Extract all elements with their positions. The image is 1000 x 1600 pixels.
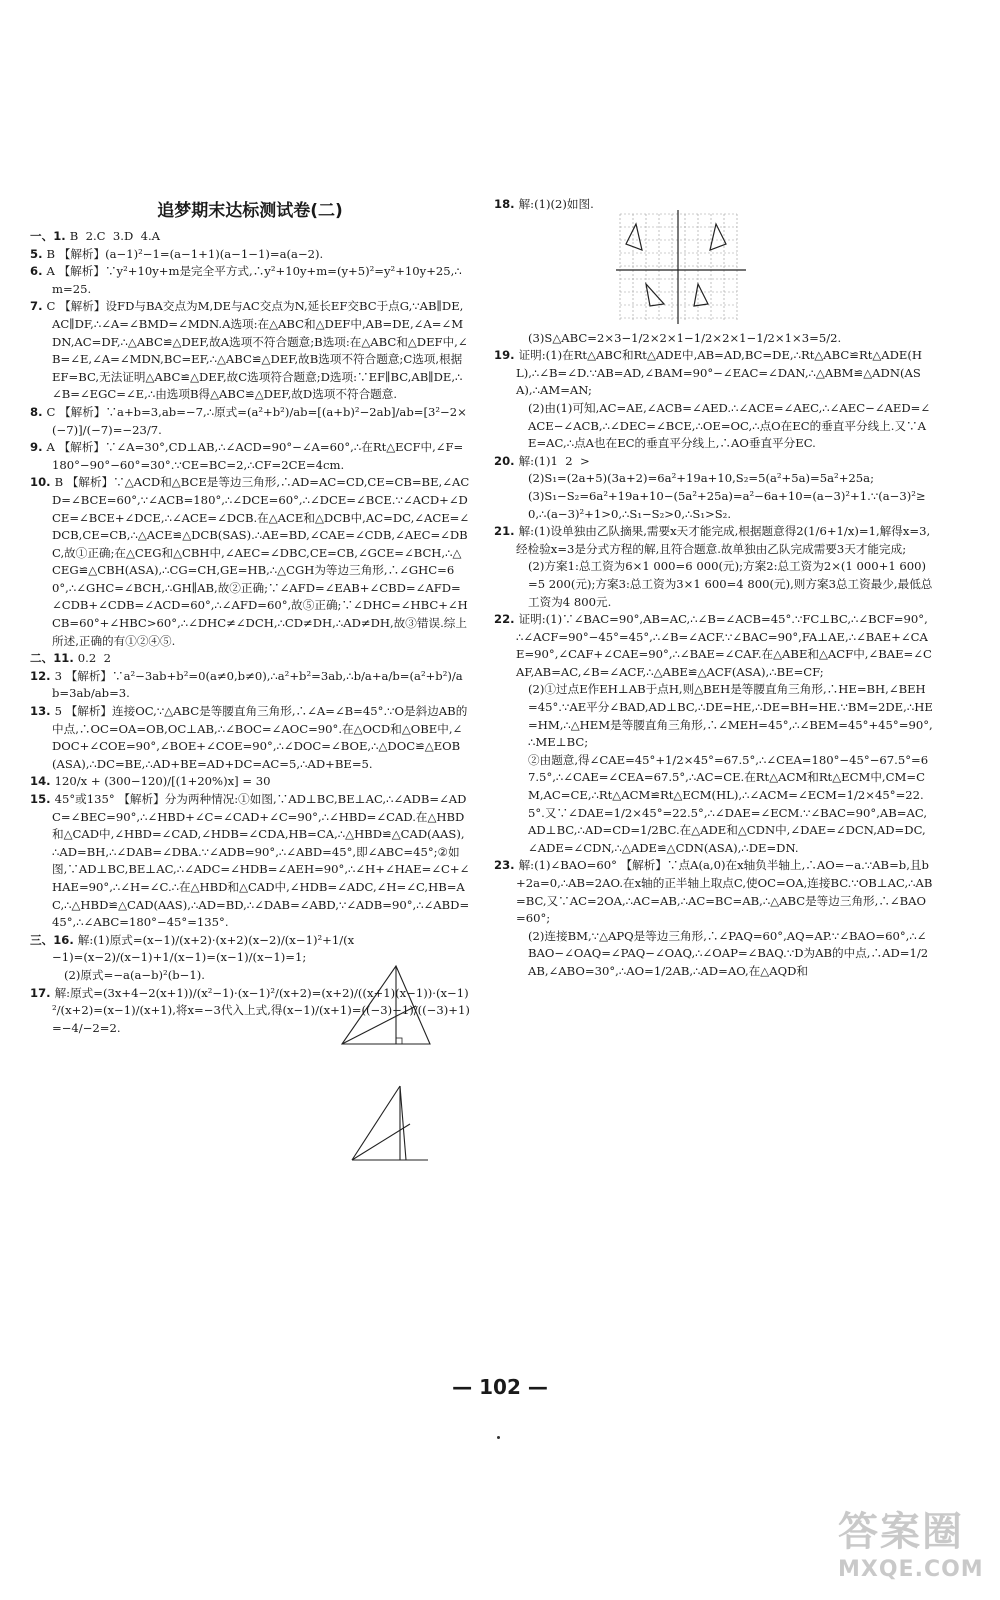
question-number: 19. — [494, 348, 519, 363]
question-number: 18. — [494, 197, 519, 211]
left-column-item — [30, 668, 470, 703]
watermark-text: 答案圈 — [838, 1509, 964, 1555]
answer-text: 证明:(1)∵∠BAC=90°,AB=AC,∴∠B=∠ACB=45°.∵FC⊥BC,∴∠BCF=90°,∴∠ACF=90°−45°=45°,∴∠B=∠ACF.∵∠BAC=90°,FA⊥AE,∴∠BAE+∠CAE=90°,∠CAF+∠CAE=90°,∴∠BAE=∠CAF.在△ABE和△ACF中,∠BAE=∠CAF,AB=AC,∠B=∠ACF,∴△ABE≌△ACF(ASA),∴BE=CF; — [516, 612, 932, 679]
right-column-item — [494, 681, 934, 751]
answer-text: C 【解析】设FD与BA交点为M,DE与AC交点为N,延长EF交BC于点G,∵AB∥DE,AC∥DF,∴∠A=∠BMD=∠MDN.A选项:在△ABC和△DEF中,AB=DE,∠A=∠MDN,AC=DF,∴△ABC≌△DEF,故A选项不符合题意;B选项:在△ABC和△DEF中,∠B=∠E,∠A=∠MDN,BC=EF,∴△ABC≌△DEF,故B选项不符合题意;C选项,根据EF=BC,无法证明△ABC≌△DEF,故C选项符合题意;D选项:∵EF∥BC,AB∥DE,∴∠B=∠EGC=∠E,∴由选项B得△ABC≌△DEF,故D选项不符合题意. — [46, 299, 468, 402]
question-number: 22. — [494, 612, 519, 627]
answer-text: ②由题意,得∠CAE=45°+1/2×45°=67.5°,∴∠CEA=180°−45°−67.5°=67.5°,∴∠CAE=∠CEA=67.5°,∴AC=CE.在Rt△ACM和Rt△ECM中,CM=CM,AC=CE,∴Rt△ACM≌Rt△ECM(HL),∴∠ACM=∠ECM=1/2×45°=22.5°.又∵∠DAE=1/2×45°=22.5°,∴∠DAE=∠ECM.∵∠BAC=90°,AB=AC,AD⊥BC,∴AD=CD=1/2BC.在△ADE和△CDN中,∠DAE=∠DCN,AD=DC,∠ADE=∠CDN,∴△ADE≌△CDN(ASA),∴DE=DN. — [528, 752, 929, 855]
answer-text: 解:(1)设单独由乙队摘果,需要x天才能完成,根据题意得2(1/6+1/x)=1,解得x=3,经检验x=3是分式方程的解,且符合题意.故单独由乙队完成需要3天才能完成; — [516, 524, 931, 556]
left-column-item — [30, 404, 470, 439]
question-number: 6. — [30, 264, 47, 279]
answer-text: (2)由(1)可知,AC=AE,∠ACB=∠AED.∴∠ACE=∠AEC,∴∠AEC−∠AED=∠ACE−∠ACB,∴∠DEC=∠BCE,∴OE=OC,∴点O在EC的垂直平分线上.又∵AE=AC,∴点A也在EC的垂直平分线上,∴AO垂直平分EC. — [528, 400, 931, 451]
watermark-logo — [838, 1500, 988, 1590]
question-number: 14. — [30, 774, 55, 789]
triangle-figure-q15-2 — [348, 1084, 432, 1164]
triangle-figure-q15-1 — [338, 962, 438, 1048]
question-number: 23. — [494, 858, 519, 873]
question-number: 8. — [30, 404, 47, 419]
answer-text: A 【解析】∵∠A=30°,CD⊥AB,∴∠ACD=90°−∠A=60°,∴在Rt△ECF中,∠F=180°−90°−60°=30°.∵CE=BC=2,∴CF=2CE=4cm. — [46, 440, 464, 472]
left-column-item — [30, 228, 470, 246]
answer-text: 证明:(1)在Rt△ABC和Rt△ADE中,AB=AD,BC=DE,∴Rt△ABC≌Rt△ADE(HL),∴∠B=∠D.∵AB=AD,∠BAM=90°−∠EAC=∠DAN,∴△ABM≌△ADN(ASA),∴AM=AN; — [516, 348, 923, 398]
answer-text: B 【解析】∵△ACD和△BCE是等边三角形,∴AD=AC=CD,CE=CB=BE,∠ACD=∠BCE=60°,∵∠ACB=180°,∴∠DCE=60°,∴∠DCE=∠BCE.∵∠ACD+∠DCE=∠BCE+∠DCE,∴∠ACE=∠DCB.在△ACE和△DCB中,AC=DC,∠ACE=∠DCB,CE=CB,∴△ACE≌△DCB(SAS).∴AE=BD,∠CAE=∠CDB,∠AEC=∠DBC,故①正确;在△CEG和△CBH中,∠AEC=∠DBC,CE=CB,∠GCE=∠BCH,∴△CEG≌△CBH(ASA),∴CG=CH,GE=HB,∴△CGH为等边三角形,∴∠GHC=60°,∴∠GHC=∠BCH,∴GH∥AB,故②正确;∵∠AFD=∠EAB+∠CBD=∠AFD=∠CDB+∠CDB=∠ACD=60°,∴∠AFD=60°,故⑤正确;∵∠DHC=∠HBC+∠HCB=60°+∠HBC>60°,∴∠DHC≠∠DCH,∴CD≠DH,∴AD≠DH,故③错误.综上所述,正确的有①②④⑤. — [52, 475, 470, 648]
left-column-item — [30, 474, 470, 650]
left-column-item — [30, 791, 470, 932]
answer-text: 45°或135° 【解析】分为两种情况:①如图,∵AD⊥BC,BE⊥AC,∴∠ADB=∠ADC=∠BEC=90°,∴∠HBD+∠C=∠CAD+∠C=90°,∴∠HBD=∠CAD.在△HBD和△CAD中,∠HBD=∠CAD,∠HDB=∠CDA,HB=CA,∴△HBD≌△CAD(AAS),∴AD=BH,∴∠DAB=∠DBA.∵∠ADB=90°,∴∠ABD=45°,即∠ABC=45°;②如图,∵AD⊥BC,BE⊥AC,∴∠ADC=∠HDB=∠AEH=90°,∴∠H+∠HAE=∠C+∠HAE=90°,∴∠H=∠C.∴在△HBD和△CAD中,∠HDB=∠ADC,∠H=∠C,HB=AC,∴△HBD≌△CAD(AAS),∴AD=BD,∴∠DAB=∠ABD,∵∠ADB=90°,∴∠ABD=45°,∴∠ABC=180°−45°=135°. — [52, 792, 470, 930]
answer-text: (2)①过点E作EH⊥AB于点H,则△BEH是等腰直角三角形,∴HE=BH,∠BEH=45°.∵AE平分∠BAD,AD⊥BC,∴DE=HE,∴DE=BH=HE.∵BM=2DE,∴HE=HM,∴△HEM是等腰直角三角形,∴∠MEH=45°,∴∠BEM=45°+45°=90°,∴ME⊥BC; — [528, 682, 933, 750]
answer-text: (2)原式=−a(a−b)²(b−1). — [64, 967, 205, 982]
question-number: 21. — [494, 524, 519, 539]
left-column-item — [30, 263, 470, 298]
left-column — [30, 228, 470, 1037]
right-column-item — [494, 558, 934, 611]
answer-text: (3)S₁−S₂=6a²+19a+10−(5a²+25a)=a²−6a+10=(a−3)²+1.∵(a−3)²≥0,∴(a−3)²+1>0,∴S₁−S₂>0,∴S₁>S₂. — [528, 488, 926, 521]
answer-text: 解:(1)1 2 > — [518, 453, 590, 468]
page-number: — 102 — — [452, 1375, 548, 1399]
answer-text: 0.2 2 — [77, 651, 111, 666]
grid-figure-q18 — [612, 210, 752, 326]
right-column-item — [494, 928, 934, 981]
question-number: 17. — [30, 985, 55, 1000]
question-number: 7. — [30, 299, 47, 314]
question-number: 5. — [30, 246, 47, 261]
question-number: 9. — [30, 440, 47, 455]
answer-text: 解:(1)原式=(x−1)/(x+2)·(x+2)(x−2)/(x−1)²+1/(x−1)=(x−2)/(x−1)+1/(x−1)=(x−1)/(x−1)=1; — [52, 932, 355, 965]
right-column-item — [494, 453, 934, 471]
answer-text: C 【解析】∵a+b=3,ab=−7,∴原式=(a²+b²)/ab=[(a+b)²−2ab]/ab=[3²−2×(−7)]/(−7)=−23/7. — [46, 404, 467, 437]
right-column-item — [494, 752, 934, 858]
right-column-item — [494, 347, 934, 400]
answer-text: 解:(1)(2)如图. — [518, 197, 594, 211]
right-column-item — [494, 470, 934, 488]
right-column-item — [494, 857, 934, 927]
left-column-item — [30, 773, 470, 791]
question-number: 一、1. — [30, 229, 70, 243]
left-column-item — [30, 298, 470, 404]
question-number: 20. — [494, 453, 519, 468]
left-column-item — [30, 246, 470, 264]
question-number: 10. — [30, 475, 55, 490]
right-column-item — [494, 330, 934, 348]
answer-text: 5 【解析】连接OC,∵△ABC是等腰直角三角形,∴∠A=∠B=45°.∵O是斜边AB的中点,∴OC=OA=OB,OC⊥AB,∴∠BOC=∠AOC=90°.在△OCD和△OBE中,∠DOC+∠COE=90°,∠BOE+∠COE=90°,∴∠DOC=∠BOE,∴△DOC≌△EOB(ASA),∴DC=BE,∴AD+BE=AD+DC=AC=5,∴AD+BE=5. — [52, 704, 468, 771]
answer-text: (3)S△ABC=2×3−1/2×2×1−1/2×2×1−1/2×1×3=5/2. — [528, 330, 842, 345]
right-column-item — [494, 488, 934, 523]
page-title: 追梦期末达标测试卷(二) — [157, 201, 343, 221]
answer-text: (2)S₁=(2a+5)(3a+2)=6a²+19a+10,S₂=5(a²+5a)=5a²+25a; — [528, 471, 874, 486]
question-number: 13. — [30, 704, 55, 719]
right-column-item — [494, 611, 934, 681]
right-column-item — [494, 400, 934, 453]
answer-text: A 【解析】∵y²+10y+m是完全平方式,∴y²+10y+m=(y+5)²=y²+10y+25,∴m=25. — [46, 264, 462, 296]
decorative-dot — [497, 1436, 500, 1439]
answer-text: (2)方案1:总工资为6×1 000=6 000(元);方案2:总工资为2×(1 000+1 600)=5 200(元);方案3:总工资为3×1 600=4 800(元),则方案3总工资最少,最低总工资为4 800元. — [528, 559, 933, 609]
left-column-item — [30, 439, 470, 474]
left-column-item — [30, 703, 470, 773]
question-number: 12. — [30, 668, 55, 683]
watermark-url: MXQE.COM — [838, 1557, 984, 1582]
question-number: 三、16. — [30, 932, 78, 947]
question-number: 二、11. — [30, 651, 78, 666]
answer-text: 解:(1)∠BAO=60° 【解析】∵点A(a,0)在x轴负半轴上,∴AO=−a.∵AB=b,且b+2a=0,∴AB=2AO.在x轴的正半轴上取点C,使OC=OA,连接BC.∵OB⊥AC,∴AB=BC,又∵AC=2OA,∴AC=AB,∴AC=BC=AB,∴△ABC是等边三角形,∴∠BAO=60°; — [516, 858, 933, 926]
answer-text: 120/x + (300−120)/[(1+20%)x] = 30 — [54, 774, 271, 789]
answer-text: (2)连接BM,∵△APQ是等边三角形,∴∠PAQ=60°,AQ=AP.∵∠BAO=60°,∴∠BAO−∠OAQ=∠PAQ−∠OAQ,∴∠OAP=∠BAQ.∵D为AB的中点,∴AD=1/2AB,∠ABO=30°,∴AO=1/2AB,∴AD=AO,在△AQD和 — [528, 928, 929, 978]
question-number: 15. — [30, 792, 55, 806]
right-column-item — [494, 523, 934, 558]
answer-text: 解:原式=(3x+4−2(x+1))/(x²−1)·(x−1)²/(x+2)=(x+2)/((x+1)(x−1))·(x−1)²/(x+2)=(x−1)/(x+1),将x=−3代入上式,得(x−1)/(x+1)=((−3)−1)/((−3)+1)=−4/−2=2. — [52, 985, 470, 1035]
answer-text: B 2.C 3.D 4.A — [69, 229, 161, 243]
answer-text: 3 【解析】∵a²−3ab+b²=0(a≠0,b≠0),∴a²+b²=3ab,∴b/a+a/b=(a²+b²)/ab=3ab/ab=3. — [52, 668, 463, 701]
answer-text: B 【解析】(a−1)²−1=(a−1+1)(a−1−1)=a(a−2). — [46, 246, 324, 261]
left-column-item — [30, 650, 470, 668]
